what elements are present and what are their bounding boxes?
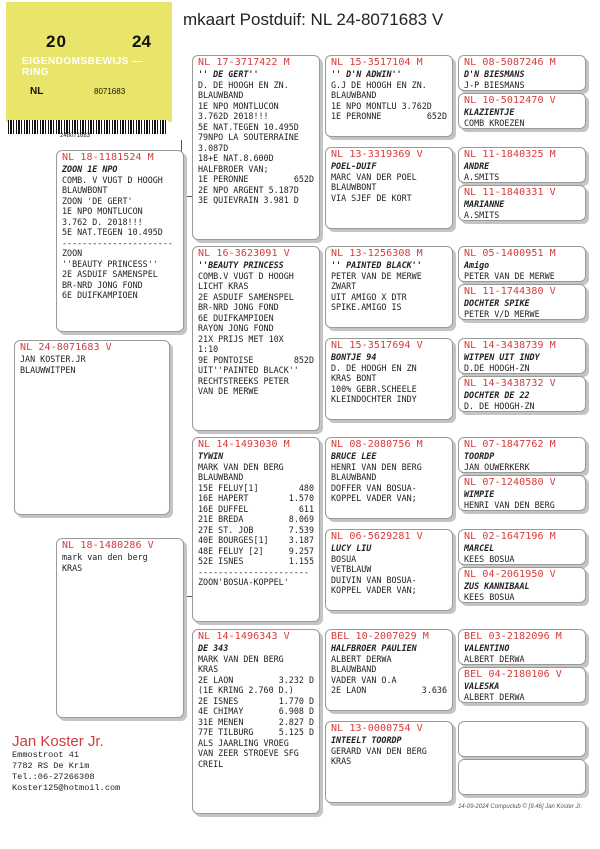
pedigree-line: 1E NPO MONTLUCON — [62, 206, 143, 216]
ring-id: NL 15-3517694 V — [331, 340, 423, 351]
grandparent-box — [192, 437, 320, 622]
result-distance: 480 — [298, 482, 314, 493]
pedigree-line: 3.087D — [198, 142, 229, 153]
pedigree-line: VETBLAUW — [331, 564, 372, 574]
pigeon-name: MARCEL — [464, 543, 495, 553]
pedigree-line: 6E DUIFKAMPIOEN — [62, 290, 138, 300]
pedigree-line: MARC VAN DER POEL — [331, 171, 417, 182]
pedigree-line: BLAUWBONT — [331, 182, 377, 192]
pedigree-line: mark van den berg — [62, 552, 148, 562]
pigeon-name: ANDRE — [464, 161, 490, 171]
pedigree-line: JAN OUWERKERK — [464, 461, 530, 472]
result-distance: 1.155 — [288, 556, 314, 566]
great-grandparent-box — [325, 437, 453, 519]
pedigree-line: 1E NPO MONTLU 3.762D — [331, 100, 432, 111]
pedigree-line: PETER VAN DE MERWE — [464, 270, 555, 281]
ring-id: NL 07-1240580 V — [464, 477, 556, 488]
pedigree-line: BLAUWBAND — [331, 90, 377, 100]
pedigree-line: BLAUWBAND — [198, 472, 244, 482]
pedigree-line: BLAUWBAND — [198, 90, 244, 100]
pedigree-line: HENRI VAN DEN BERG — [331, 461, 422, 472]
grandparent-box — [192, 629, 320, 814]
pedigree-line: ---------------------- — [198, 566, 309, 577]
result-row — [198, 546, 314, 557]
ring-id: NL 05-1400951 M — [464, 248, 556, 259]
result-race: 31E MENEN — [198, 716, 244, 727]
pedigree-line: D. DE HOOGH-ZN — [464, 400, 535, 411]
pedigree-line: KRAS — [62, 562, 83, 573]
great-great-grandparent-box — [458, 667, 586, 703]
owner-address-line: Emmostroot 41 — [12, 750, 80, 760]
pigeon-name: WITPEN UIT INDY — [464, 352, 540, 362]
pedigree-line: BLAUWWITPEN — [20, 364, 76, 375]
pigeon-name: BRUCE LEE — [331, 451, 377, 461]
pedigree-line: D.DE HOOGH-ZN — [464, 362, 530, 373]
great-grandparent-box — [325, 529, 453, 611]
result-race: 1E PERONNE — [198, 174, 249, 184]
pedigree-line: COMB. V VUGT D HOOGH — [62, 174, 163, 185]
pigeon-name: VALENTINO — [464, 643, 510, 653]
result-row — [198, 504, 314, 515]
pedigree-line: BLAUWBAND — [331, 664, 377, 674]
pedigree-line: JAN KOSTER.JR — [20, 354, 86, 364]
ring-id: NL 14-1496343 V — [198, 631, 290, 642]
pedigree-line: PETER V/D MERWE — [464, 308, 540, 319]
pedigree-line: 3.762 D. 2018!!! — [62, 216, 143, 227]
result-race: 1E PERONNE — [331, 111, 382, 121]
pedigree-line: 100% GEBR.SCHEELE — [331, 383, 417, 394]
pedigree-line: 2E ASDUIF SAMENSPEL — [198, 291, 294, 302]
result-row — [198, 174, 314, 185]
pedigree-line: BR-NRD JONG FOND — [198, 302, 279, 312]
result-race: 52E ISNES — [198, 556, 244, 566]
pedigree-line: ALS JAARLING VROEG — [198, 737, 289, 748]
result-row — [198, 717, 314, 728]
great-grandparent-box — [325, 246, 453, 328]
sticker-year-right: 24 — [132, 32, 151, 51]
ring-id: NL 07-1847762 M — [464, 439, 556, 450]
pedigree-line: BOSUA — [331, 553, 357, 564]
ring-id: NL 11-1744380 V — [464, 286, 556, 297]
great-grandparent-box — [325, 629, 453, 711]
pedigree-line: ALBERT DERWA — [464, 653, 525, 664]
ring-id: NL 14-3438732 V — [464, 378, 556, 389]
ring-id: NL 06-5629281 V — [331, 531, 423, 542]
great-great-grandparent-box — [458, 567, 586, 603]
ring-id: NL 14-1493030 M — [198, 439, 290, 450]
pedigree-line: 2E ASDUIF SAMENSPEL — [62, 269, 158, 279]
grandparent-box — [192, 55, 320, 240]
great-great-grandparent-box — [458, 475, 586, 511]
ring-id: NL 02-1647196 M — [464, 531, 556, 542]
owner-block — [12, 733, 120, 794]
great-great-grandparent-box — [458, 376, 586, 412]
pigeon-name: BONTJE 94 — [331, 352, 377, 362]
pigeon-name: ''BEAUTY PRINCESS — [198, 260, 284, 270]
pedigree-line: KRAS BONT — [331, 373, 377, 383]
pedigree-line: DUIVIN VAN BOSUA- — [331, 574, 417, 585]
barcode — [8, 120, 168, 134]
result-row — [198, 483, 314, 494]
pedigree-line: ALBERT DERWA — [464, 691, 525, 702]
great-great-grandparent-box — [458, 529, 586, 565]
pedigree-line: 6E DUIFKAMPIOEN — [198, 312, 274, 323]
pedigree-line: UIT AMIGO X DTR — [331, 291, 407, 302]
pigeon-name: WIMPIE — [464, 489, 495, 499]
pedigree-line: UIT''PAINTED BLACK'' — [198, 365, 299, 375]
result-row — [198, 675, 314, 686]
result-distance: 652D — [293, 174, 314, 184]
pigeon-name: KLAZIENTJE — [464, 107, 515, 117]
pedigree-line: ZOON'BOSUA-KOPPEL' — [198, 577, 289, 587]
pigeon-name: LUCY LIU — [331, 543, 372, 553]
pedigree-line: ''BEAUTY PRINCESS'' — [62, 258, 158, 269]
sticker-year-left: 20 — [46, 32, 67, 51]
ring-id: NL 13-1256308 M — [331, 248, 423, 259]
great-great-grandparent-box — [458, 721, 586, 757]
result-race: 2E LAON — [331, 685, 367, 695]
pedigree-line: VADER VAN O.A — [331, 674, 397, 685]
ring-sticker — [6, 2, 172, 122]
result-race: 16E DUFFEL — [198, 503, 249, 514]
pedigree-line: KOPPEL VADER VAN; — [331, 493, 417, 503]
pedigree-line: BR-NRD JONG FOND — [62, 279, 143, 290]
sire-box — [56, 150, 184, 332]
pedigree-line: ---------------------- — [62, 237, 173, 248]
great-grandparent-box — [325, 55, 453, 137]
pedigree-line: VAN ZEER STROEVE SFG — [198, 748, 299, 758]
result-race: 48E FELUY [2] — [198, 545, 264, 556]
pigeon-name: VALESKA — [464, 681, 500, 691]
result-row — [198, 535, 314, 546]
pedigree-line: HENRI VAN DEN BERG — [464, 499, 555, 510]
great-great-grandparent-box — [458, 284, 586, 320]
result-distance: 6.908 D — [278, 706, 314, 716]
ring-id: BEL 03-2182096 M — [464, 631, 562, 642]
pedigree-line: D. DE HOOGH EN ZN. — [198, 79, 289, 90]
owner-phone: Tel.:06-27266308 — [12, 772, 95, 782]
barcode-number: 248071683 — [60, 133, 91, 139]
ring-id: NL 18-1181524 M — [62, 152, 154, 163]
sticker-certificate-text: EIGENDOMSBEWIJS — RING — [22, 56, 143, 78]
result-race: 4E CHIMAY — [198, 706, 244, 716]
pedigree-line: 1E NPO MONTLUCON — [198, 100, 279, 111]
result-distance: 611 — [298, 503, 314, 514]
pedigree-line: J-P BIESMANS — [464, 79, 525, 90]
pedigree-line: D. DE HOOGH EN ZN — [331, 362, 417, 373]
great-grandparent-box — [325, 147, 453, 229]
ring-id: NL 11-1840331 V — [464, 187, 556, 198]
result-row — [331, 685, 447, 696]
pigeon-name: D'N BIESMANS — [464, 69, 525, 79]
great-great-grandparent-box — [458, 93, 586, 129]
pedigree-line: ZWART — [331, 281, 357, 291]
owner-email: Koster125@hotmoil.com — [12, 783, 121, 793]
result-race: 9E PONTOISE — [198, 354, 254, 365]
pedigree-line: CREIL — [198, 758, 224, 769]
pigeon-name: MARIANNE — [464, 199, 505, 209]
pedigree-line: VAN DE MERWE — [198, 386, 259, 396]
pigeon-name: '' PAINTED BLACK'' — [331, 260, 422, 270]
ring-id: NL 18-1480286 V — [62, 540, 154, 551]
ring-id: NL 13-3319369 V — [331, 149, 423, 160]
result-distance: 3.232 D — [278, 674, 314, 685]
great-great-grandparent-box — [458, 246, 586, 282]
great-great-grandparent-box — [458, 437, 586, 473]
result-distance: 1.770 D — [278, 695, 314, 706]
result-race: 16E HAPERT — [198, 493, 249, 503]
sticker-ring-number: 8071683 — [94, 87, 126, 96]
result-row — [198, 706, 314, 717]
pedigree-line: ZOON 'DE GERT' — [62, 195, 133, 206]
pedigree-line: BLAUWBAND — [331, 472, 377, 482]
result-race: 15E FELUY[1] — [198, 482, 259, 493]
great-great-grandparent-box — [458, 759, 586, 795]
pigeon-name: DE 343 — [198, 643, 229, 653]
result-distance: 3.187 — [288, 535, 314, 545]
ring-id: NL 11-1840325 M — [464, 149, 556, 160]
result-row — [198, 556, 314, 567]
pedigree-line: RECHTSTREEKS PETER — [198, 375, 289, 386]
ring-id: NL 08-5087246 M — [464, 57, 556, 68]
grandparent-box — [192, 246, 320, 431]
pedigree-line: COMB KROEZEN — [464, 117, 525, 128]
pedigree-line: 3E QUIEVRAIN 3.981 D — [198, 195, 299, 205]
pedigree-line: 21X PRIJS MET 10X — [198, 333, 284, 344]
pedigree-line: ALBERT DERWA — [331, 653, 392, 664]
result-race: 21E BREDA — [198, 514, 244, 524]
result-distance: 652D — [426, 111, 447, 121]
result-row — [198, 696, 314, 707]
pedigree-line: 3.762D 2018!!! — [198, 111, 269, 121]
owner-address-line: 7782 RS De Krim — [12, 761, 90, 771]
result-row — [198, 727, 314, 738]
pedigree-line: ZOON — [62, 248, 83, 258]
pigeon-name: Amigo — [464, 260, 490, 270]
pigeon-name: TOORDP — [464, 451, 495, 461]
pedigree-line: 79NPO LA SOUTERRAINE — [198, 132, 299, 142]
footer-credit: 14-09-2024 Compuclub © [9.46] Jan Koster Jr. — [458, 804, 582, 810]
result-row — [198, 493, 314, 504]
result-distance: 2.827 D — [278, 716, 314, 727]
pedigree-line: A.SMITS — [464, 171, 500, 182]
great-great-grandparent-box — [458, 55, 586, 91]
pedigree-line: DOFFER VAN BOSUA- — [331, 482, 417, 493]
great-great-grandparent-box — [458, 185, 586, 221]
result-distance: 3.636 — [421, 685, 447, 695]
pedigree-line: 1:10 — [198, 344, 219, 354]
pedigree-line: BLAUWBONT — [62, 185, 108, 195]
page-title: mkaart Postduif: NL 24-8071683 V — [183, 10, 444, 29]
pedigree-line: MARK VAN DEN BERG — [198, 653, 284, 664]
ring-id: NL 17-3717422 M — [198, 57, 290, 68]
ring-id: NL 16-3623091 V — [198, 248, 290, 259]
pigeon-name: POEL-DUIF — [331, 161, 377, 171]
result-distance: 9.257 — [288, 545, 314, 556]
result-distance: 1.570 — [288, 493, 314, 503]
pedigree-line: PETER VAN DE MERWE — [331, 270, 422, 281]
pigeon-name: HALFBROER PAULIEN — [331, 643, 417, 653]
pedigree-line: GERARD VAN DEN BERG — [331, 745, 427, 756]
pedigree-line: KLEINDOCHTER INDY — [331, 394, 417, 404]
pigeon-name: '' DE GERT'' — [198, 69, 259, 79]
result-row — [198, 514, 314, 525]
result-row — [198, 355, 314, 366]
ring-id: NL 13-0000754 V — [331, 723, 423, 734]
pedigree-line: 2E NPO ARGENT 5.187D — [198, 184, 299, 195]
ring-id: BEL 10-2007029 M — [331, 631, 429, 642]
pedigree-line: KRAS — [198, 664, 219, 674]
pigeon-name: ZOON 1E NPO — [62, 164, 118, 174]
result-distance: 7.539 — [288, 524, 314, 535]
pedigree-line: A.SMITS — [464, 209, 500, 220]
pedigree-line: 5E NAT.TEGEN 10.495D — [62, 227, 163, 237]
pedigree-line: SPIKE.AMIGO IS — [331, 302, 402, 312]
pedigree-line: KOPPEL VADER VAN; — [331, 585, 417, 595]
ring-id: NL 04-2061950 V — [464, 569, 556, 580]
pedigree-line: (1E KRING 2.760 D.) — [198, 685, 294, 695]
dam-box — [56, 538, 184, 718]
pigeon-name: DOCHTER SPIKE — [464, 298, 530, 308]
great-great-grandparent-box — [458, 147, 586, 183]
result-distance: 852D — [293, 354, 314, 365]
ring-id: NL 14-3438739 M — [464, 340, 556, 351]
pedigree-line: G.J DE HOOGH EN ZN. — [331, 79, 427, 90]
pedigree-line: MARK VAN DEN BERG — [198, 461, 284, 472]
result-distance: 5.125 D — [278, 727, 314, 737]
result-race: 40E BOURGES[1] — [198, 535, 269, 545]
result-race: 27E ST. JOB — [198, 524, 254, 535]
result-row — [198, 525, 314, 536]
result-race: 2E LAON — [198, 674, 234, 685]
great-great-grandparent-box — [458, 629, 586, 665]
result-race: 77E TILBURG — [198, 727, 254, 737]
pigeon-name: '' D'N ADWIN'' — [331, 69, 402, 79]
pedigree-line: LICHT KRAS — [198, 281, 249, 291]
result-race: 2E ISNES — [198, 695, 239, 706]
pedigree-line: HALFBROER VAN; — [198, 163, 269, 174]
result-distance: 8.069 — [288, 514, 314, 524]
result-row — [331, 111, 447, 122]
pedigree-line: 5E NAT.TEGEN 10.495D — [198, 121, 299, 132]
pedigree-line: KRAS — [331, 756, 352, 766]
pedigree-line: KEES BOSUA — [464, 591, 515, 602]
pedigree-line: KEES BOSUA — [464, 553, 515, 564]
pedigree-line: RAYON JONG FOND — [198, 323, 274, 333]
pedigree-line: 18+E NAT.8.600D — [198, 153, 274, 163]
ring-id: NL 08-2080756 M — [331, 439, 423, 450]
great-great-grandparent-box — [458, 338, 586, 374]
subject-pigeon-box — [14, 340, 170, 515]
great-grandparent-box — [325, 338, 453, 420]
ring-id: NL 10-5012470 V — [464, 95, 556, 106]
ring-id: BEL 04-2180106 V — [464, 669, 562, 680]
pigeon-name: DOCHTER DE 22 — [464, 390, 530, 400]
pigeon-name: ZUS KANNIBAAL — [464, 581, 530, 591]
sticker-country: NL — [30, 86, 44, 97]
pigeon-name: INTEELT TOORDP — [331, 735, 402, 745]
great-grandparent-box — [325, 721, 453, 803]
ring-id: NL 15-3517104 M — [331, 57, 423, 68]
ring-id: NL 24-8071683 V — [20, 342, 112, 353]
pedigree-line: COMB.V VUGT D HOOGH — [198, 270, 294, 281]
owner-name: Jan Koster Jr. — [12, 733, 104, 750]
pigeon-name: TYWIN — [198, 451, 224, 461]
pedigree-line: VIA SJEF DE KORT — [331, 192, 412, 203]
